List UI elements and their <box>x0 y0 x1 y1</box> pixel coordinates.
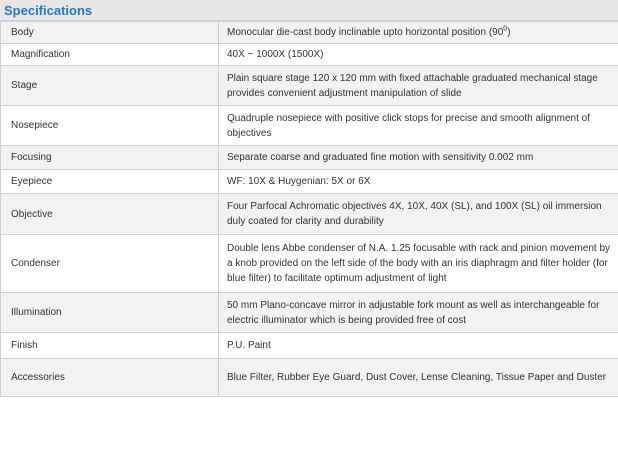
table-row <box>1 106 618 146</box>
spec-label-eyepiece: Eyepiece <box>1 170 219 194</box>
spec-value-nosepiece: Quadruple nosepiece with positive click stops for precise and smooth alignment of objectives <box>219 106 618 146</box>
spec-value-body: Monocular die-cast body inclinable upto horizontal position $(90^0)$ <box>219 22 618 44</box>
spec-label-condenser: Condenser <box>1 235 219 293</box>
table-row <box>1 359 618 397</box>
spec-label-magnification: Magnification <box>1 44 219 66</box>
spec-value-illumination: 50 mm Plano-concave mirror in adjustable fork mount as well as interchangeable for electric illuminator which is being provided free of cost <box>219 293 618 333</box>
spec-value-objective: Four Parfocal Achromatic objectives 4X, 10X, 40X (SL), and 100X (SL) oil immersion duly coated for clarity and durability <box>219 194 618 235</box>
table-row <box>1 235 618 293</box>
section-title: Specifications <box>4 2 93 18</box>
table-row <box>1 44 618 66</box>
spec-value-magnification: 40X ~ 1000X (1500X) <box>219 44 618 66</box>
spec-value-accessories: Blue Filter, Rubber Eye Guard, Dust Cover, Lense Cleaning, Tissue Paper and Duster <box>219 359 618 397</box>
spec-label-nosepiece: Nosepiece <box>1 106 219 146</box>
spec-value-stage: Plain square stage 120 x 120 mm with fixed attachable graduated mechanical stage provides convenient adjustment manipulation of slide <box>219 66 618 106</box>
spec-label-accessories: Accessories <box>1 359 219 397</box>
table-row <box>1 293 618 333</box>
spec-value-condenser: Double lens Abbe condenser of N.A. 1.25 focusable with rack and pinion movement by a knob provided on the left side of the body with an iris diaphragm and filter holder (for blue filter) to facilitate optimum adjustment of light <box>219 235 618 293</box>
spec-label-illumination: Illumination <box>1 293 219 333</box>
table-row <box>1 170 618 194</box>
spec-label-body: Body <box>1 22 219 44</box>
spec-value-finish: P.U. Paint <box>219 333 618 359</box>
spec-label-finish: Finish <box>1 333 219 359</box>
table-row <box>1 146 618 170</box>
table-row <box>1 22 618 44</box>
specifications-table <box>0 21 618 397</box>
spec-label-objective: Objective <box>1 194 219 235</box>
table-row <box>1 333 618 359</box>
spec-value-eyepiece: WF: 10X & Huygenian: 5X or 6X <box>219 170 618 194</box>
spec-value-focusing: Separate coarse and graduated fine motion with sensitivity 0.002 mm <box>219 146 618 170</box>
spec-label-focusing: Focusing <box>1 146 219 170</box>
table-row <box>1 194 618 235</box>
section-header <box>0 0 618 21</box>
spec-label-stage: Stage <box>1 66 219 106</box>
table-row <box>1 66 618 106</box>
